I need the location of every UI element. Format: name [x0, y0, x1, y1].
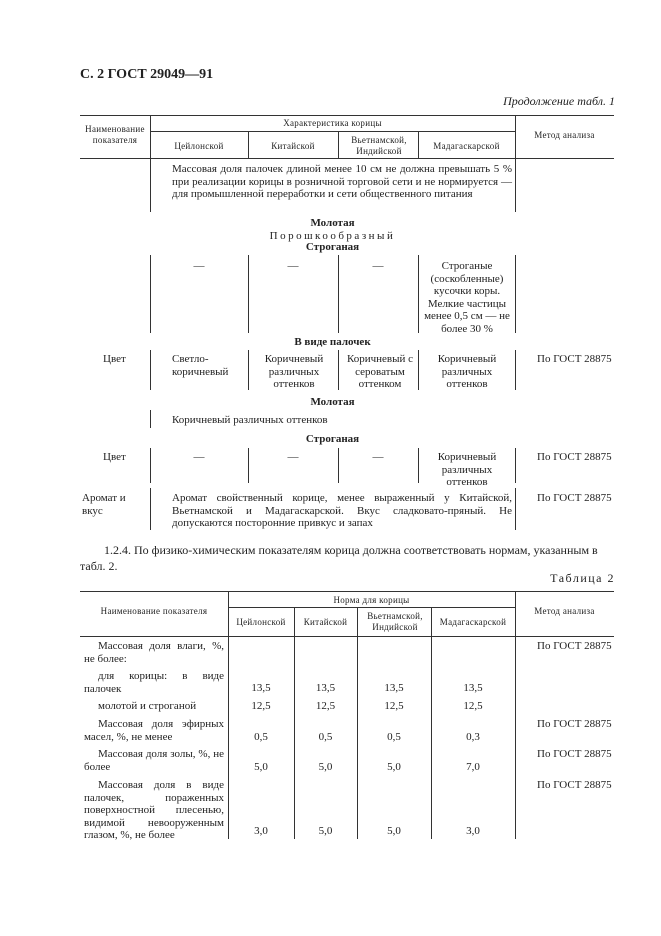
t1-col-madag: Мадагаскарской [433, 141, 500, 151]
t2-cell: 5,0 [254, 761, 268, 773]
t1-section-planed: Строганая [305, 241, 360, 253]
t1-col-name: Наименование показателя [85, 124, 145, 145]
t2-cell: 0,5 [254, 731, 268, 743]
t2-row-name: Массовая доля в виде палочек, пораженных поверхностной плесенью, видимой невооруженным глазом, %, не более [84, 779, 224, 841]
t1-color-madag: Коричневый различных оттенков [437, 353, 497, 390]
t1-planed2-chinese: — [287, 451, 299, 463]
t2-col-chinese: Китайской [303, 617, 348, 627]
t2-row-name: Массовая доля золы, %, не более [84, 748, 224, 773]
t2-row-name: молотой и строганой [98, 700, 197, 712]
t2-cell: 5,0 [318, 761, 333, 773]
t2-col-viet: Вьетнамской, Индийской [367, 611, 423, 632]
t2-row-name: Массовая доля влаги, %, не более: [84, 640, 224, 665]
t2-cell: 0,5 [387, 731, 401, 743]
t1-planed-chinese: — [287, 260, 299, 272]
t2-cell: 0,3 [466, 731, 480, 743]
t2-cell: 13,5 [315, 682, 336, 694]
t1-planed-ceylon: — [193, 260, 205, 272]
t1-method-aroma: По ГОСТ 28875 [537, 492, 612, 504]
t1-color-ceylon: Светло-коричневый [172, 353, 229, 378]
t1-ground-color: Коричневый различных оттенков [172, 414, 328, 426]
table-2-label: Таблица 2 [550, 571, 615, 585]
t2-cell: 13,5 [251, 682, 271, 694]
t1-color-chinese: Коричневый различных оттенков [264, 353, 324, 390]
t1-col-group: Характеристика корицы [283, 118, 382, 128]
t1-planed2-ceylon: — [193, 451, 205, 463]
t1-row-color2: Цвет [103, 451, 126, 463]
table-continuation-label: Продолжение табл. 1 [503, 94, 615, 108]
t1-col-viet: Вьетнамской, Индийской [351, 135, 407, 156]
t2-cell: 12,5 [463, 700, 483, 712]
t2-row-name: для корицы: в виде палочек [84, 670, 224, 695]
t2-col-group: Норма для корицы [333, 595, 410, 605]
t2-row-method: По ГОСТ 28875 [537, 640, 612, 652]
t1-planed-madag: Строганые (соскобленные) кусочки коры. Мелкие частицы менее 0,5 см — не более 30 % [424, 260, 510, 335]
t1-col-method: Метод анализа [534, 130, 595, 140]
t1-row-aroma: Аромат и вкус [82, 492, 126, 517]
t1-planed2-madag: Коричневый различных оттенков [437, 451, 497, 488]
t1-planed-viet: — [372, 260, 384, 272]
t1-aroma-text: Аромат свойственный корице, менее выраженный у Китайской, Вьетнамской и Мадагаскарской. Вкус сладковато-пряный. Не допускаются посторонние привкус и запах [172, 492, 512, 529]
t2-cell: 5,0 [387, 825, 401, 837]
page-header: С. 2 ГОСТ 29049—91 [80, 67, 214, 82]
t2-row-method: По ГОСТ 28875 [537, 748, 612, 760]
t1-note-length: Массовая доля палочек длиной менее 10 см не должна превышать 5 % при реализации корицы в розничной торговой сети и не нормируется — для промышленной переработки и сети общественного питания [172, 163, 512, 200]
t1-section-ground2: Молотая [310, 396, 355, 408]
t1-section-powder: Порошкообразный [269, 230, 396, 242]
t2-cell: 7,0 [466, 761, 480, 773]
t2-cell: 3,0 [466, 825, 480, 837]
t2-cell: 0,5 [318, 731, 333, 743]
t2-cell: 12,5 [251, 700, 271, 712]
t2-cell: 12,5 [315, 700, 336, 712]
t2-col-name: Наименование показателя [100, 606, 208, 616]
t2-cell: 3,0 [254, 825, 268, 837]
t1-row-color: Цвет [103, 353, 126, 365]
t1-col-ceylon: Цейлонской [174, 141, 224, 151]
t2-cell: 13,5 [384, 682, 404, 694]
t1-col-chinese: Китайской [271, 141, 315, 151]
t2-row-method: По ГОСТ 28875 [537, 718, 612, 730]
t1-section-ground: Молотая [310, 217, 355, 229]
t2-cell: 5,0 [318, 825, 333, 837]
t1-planed2-viet: — [372, 451, 384, 463]
t2-row-method: По ГОСТ 28875 [537, 779, 612, 791]
t2-cell: 5,0 [387, 761, 401, 773]
t2-row-name: Массовая доля эфирных масел, %, не менее [84, 718, 224, 743]
t1-section-sticks: В виде палочек [294, 336, 371, 348]
t1-method-color2: По ГОСТ 28875 [537, 451, 612, 463]
paragraph-1-2-4: 1.2.4. По физико-химическим показателям корица должна соответствовать нормам, указанным в табл. 2. [80, 543, 598, 573]
t2-cell: 12,5 [384, 700, 404, 712]
t2-cell: 13,5 [463, 682, 483, 694]
t1-section-planed2: Строганая [305, 433, 360, 445]
t2-col-madag: Мадагаскарской [439, 617, 507, 627]
t1-method-color: По ГОСТ 28875 [537, 353, 612, 365]
t2-col-method: Метод анализа [534, 606, 595, 616]
t2-col-ceylon: Цейлонской [236, 617, 286, 627]
t1-color-viet: Коричневый с сероватым оттенком [346, 353, 414, 390]
